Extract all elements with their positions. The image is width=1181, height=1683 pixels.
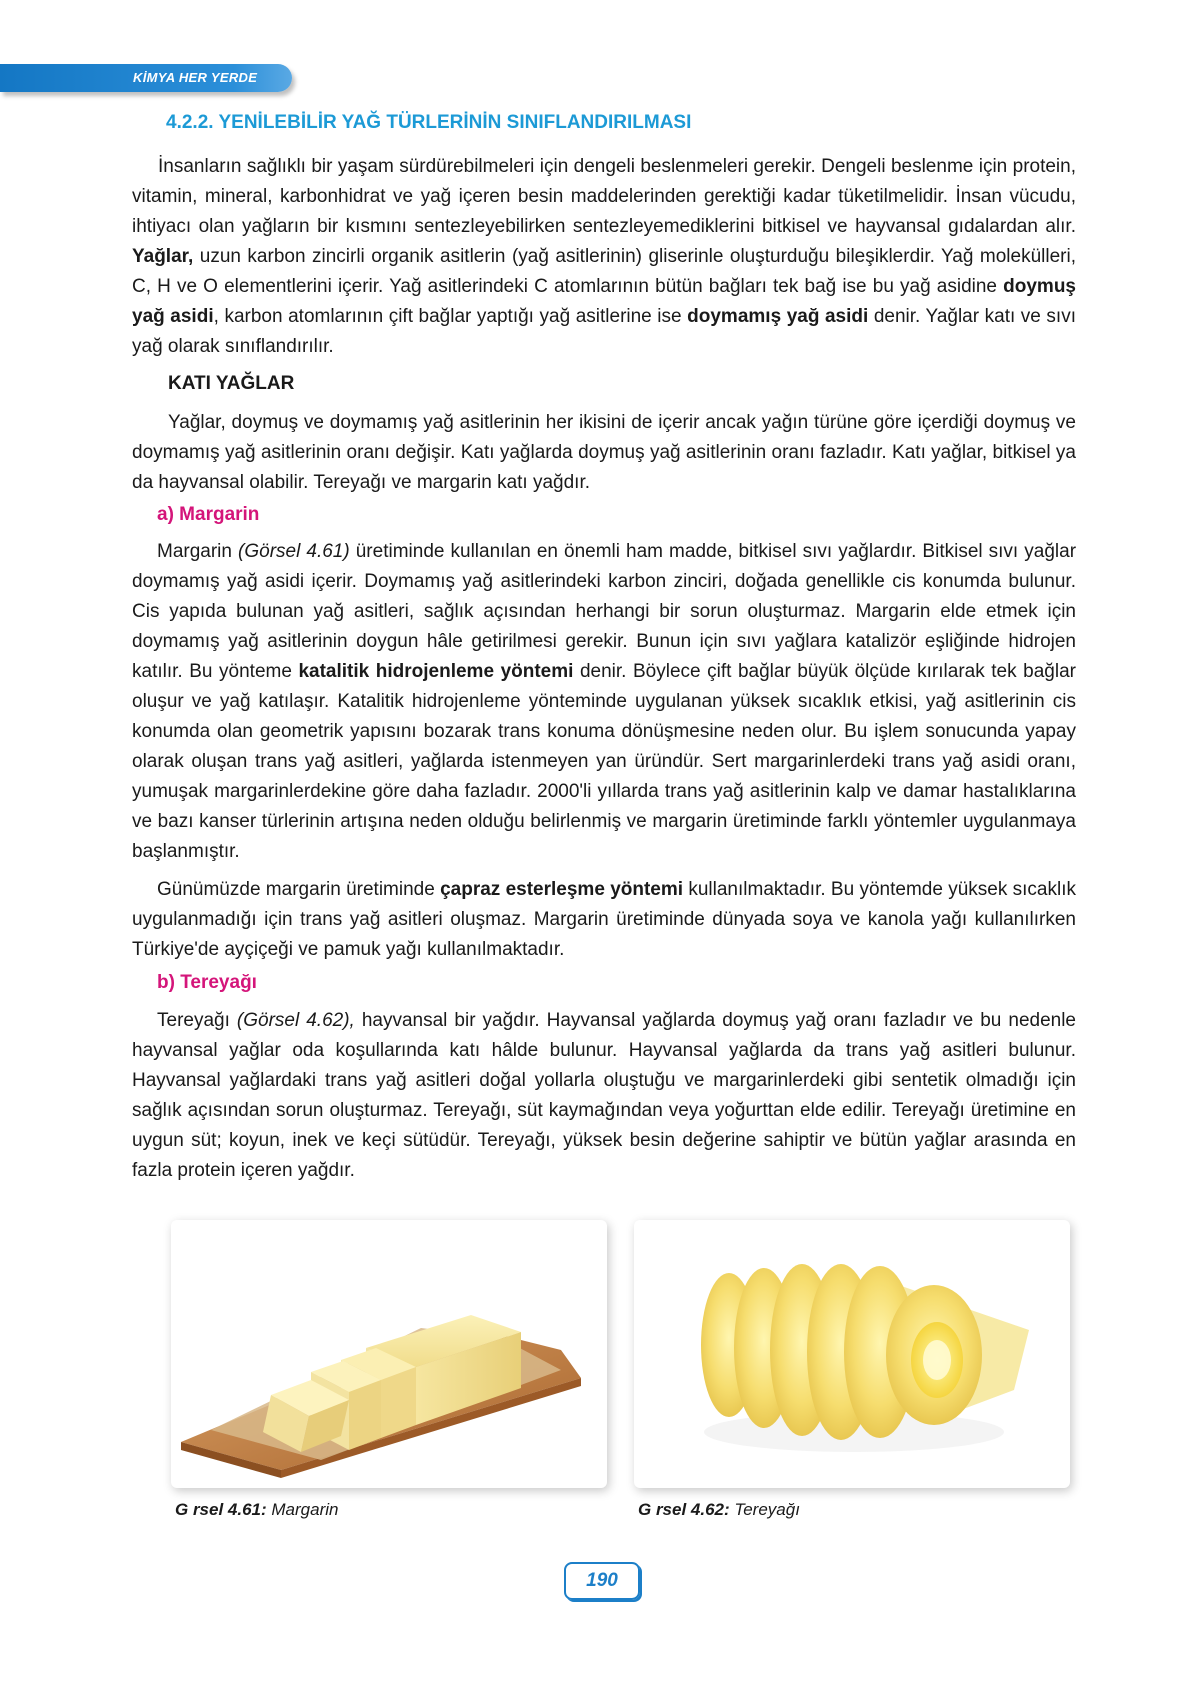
solid-fats-paragraph: Yağlar, doymuş ve doymamış yağ asitlerinin her ikisini de içerir ancak yağın türüne göre içerdiği doymuş ve doymamış yağ asitlerinin oranı değişir. Katı yağlarda doymuş yağ asitlerinin oranı fazladır. Katı yağlar, bitkisel ya da hayvansal olabilir. Tereyağı ve margarin katı yağdır.	[132, 412, 1076, 493]
margarin-method-paragraph: Günümüzde margarin üretiminde çapraz esterleşme yöntemi kullanılmaktadır. Bu yöntemde yüksek sıcaklık uygulanmadığı için trans yağ asitleri oluşmaz. Margarin üretiminde dünyada soya ve kanola yağı kullanılırken Türkiye'de ayçiçeği ve pamuk yağı kullanılmaktadır.	[132, 879, 1076, 960]
page-number: 190	[564, 1562, 640, 1600]
intro-paragraph: İnsanların sağlıklı bir yaşam sürdürebilmeleri için dengeli beslenmeleri gerekir. Dengeli beslenme için protein, vitamin, mineral, karbonhidrat ve yağ içeren besin maddelerinden gerektiği kadar tüketilmelidir. İnsan vücudu, ihtiyacı olan yağların bir kısmını sentezleyebilirken sentezleyemediklerini bitkisel ve hayvansal gıdalardan alır. Yağlar, uzun karbon zincirli organik asitlerin (yağ asitlerinin) gliserinle oluşturduğu bileşiklerdir. Yağ molekülleri, C, H ve O elementlerini içerir. Yağ asitlerindeki C atomlarının bütün bağları tek bağ ise bu yağ asidine doymuş yağ asidi, karbon atomlarının çift bağlar yaptığı yağ asitlerine ise doymamış yağ asidi denir. Yağlar katı ve sıvı yağ olarak sınıflandırılır.	[132, 156, 1076, 357]
chapter-banner-label: KİMYA HER YERDE	[133, 70, 258, 85]
margarin-illustration	[171, 1220, 607, 1488]
margarin-paragraph: Margarin (Görsel 4.61) üretiminde kullanılan en önemli ham madde, bitkisel sıvı yağlardır. Bitkisel sıvı yağlar doymamış yağ asidi içerir. Doymamış yağ asitlerindeki karbon zinciri, doğada genellikle cis konumda bulunur. Cis yapıda bulunan yağ asitleri, sağlık açısından herhangi bir sorun oluşturmaz. Margarin elde etmek için doymamış yağ asitlerinin doygun hâle getirilmesi gerekir. Bunun için sıvı yağlara katalizör eşliğinde hidrojen katılır. Bu yönteme katalitik hidrojenleme yöntemi denir. Böylece çift bağlar büyük ölçüde kırılarak tek bağlar oluşur ve yağ katılaşır. Katalitik hidrojenleme yönteminde uygulanan yüksek sıcaklık etkisi, yağ asitlerinin cis konumda olan geometrik yapısını bozarak trans konuma dönüşmesine neden olur. Bu işlem sonucunda yapay olarak oluşan trans yağ asitleri, yağlarda istenmeyen yan üründür. Sert margarinlerdeki trans yağ asidi oranı, yumuşak margarinlerdekine göre daha fazladır. 2000'li yıllarda trans yağ asitlerinin kalp ve damar hastalıklarına ve bazı kanser türlerinin artışına neden olduğu belirlenmiş ve margarin üretiminde farklı yöntemler uygulanmaya başlanmıştır.	[132, 541, 1077, 862]
figure-caption-butter: G rsel 4.62: Tereyağı	[638, 1500, 800, 1519]
butter-curl-illustration	[634, 1220, 1070, 1488]
butter-photo	[634, 1220, 1070, 1488]
chapter-banner	[0, 64, 292, 92]
margarin-photo	[171, 1220, 607, 1488]
section-title: 4.2.2. YENİLEBİLİR YAĞ TÜRLERİNİN SINIFLANDIRILMASI	[166, 112, 692, 133]
butter-heading: b) Tereyağı	[157, 972, 257, 993]
figure-caption-margarin: G rsel 4.61: Margarin	[175, 1500, 339, 1519]
solid-fats-heading: KATI YAĞLAR	[168, 373, 295, 394]
margarin-heading: a) Margarin	[157, 504, 260, 525]
butter-paragraph: Tereyağı (Görsel 4.62), hayvansal bir yağdır. Hayvansal yağlarda doymuş yağ oranı fazladır ve bu nedenle hayvansal yağlar oda koşullarında katı hâlde bulunur. Hayvansal yağlarda da trans yağ asitleri bulunur. Hayvansal yağlardaki trans yağ asitleri doğal yollarla oluştuğu ve margarinlerdeki gibi sentetik olmadığı için sağlık açısından sorun oluşturmaz. Tereyağı, süt kaymağından veya yoğurttan elde edilir. Tereyağı üretimine en uygun süt; koyun, inek ve keçi sütüdür. Tereyağı, yüksek besin değerine sahiptir ve bütün yağlar arasında en fazla protein içeren yağdır.	[132, 1010, 1077, 1181]
